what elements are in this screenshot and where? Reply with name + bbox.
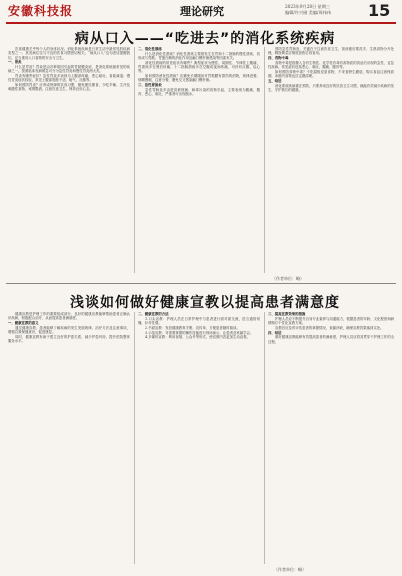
masthead: [0, 0, 402, 22]
subheading: 二、消化性溃疡: [138, 47, 162, 51]
paragraph: 食物中毒是指摄入含有生物性、化学性有毒有害物质的食品后出现的急性、亚急性疾病。常见症状包括恶心、呕吐、腹痛、腹泻等。: [268, 60, 394, 69]
paragraph: 2.书面宣教：发放健康教育手册、宣传单，方便患者随时阅读。: [145, 325, 240, 330]
article2-title: 浅谈如何做好健康宣教以提高患者满意度: [70, 295, 340, 311]
paragraph: 通过健康宣教，患者能够了解疾病的发生发展规律、治疗方法及注意事项，增强自我保健意识，促进康复。: [8, 325, 130, 334]
paragraph: 消化系统疾病重在预防，只要养成良好的饮食卫生习惯，就能有效减少疾病的发生，守护我们的健康。: [268, 83, 394, 92]
paragraph: 如何预防食物中毒？不吃腐败变质食物，不采食野生蘑菇，购买食品注意保质期，冰箱内食物也应定期清理。: [268, 69, 394, 78]
page-number: 15: [368, 1, 391, 20]
subheading: 三、急性胃肠炎: [138, 83, 162, 87]
paragraph: 同时，健康宣教有助于建立良好的护患关系，减少护患纠纷，提升医院整体服务水平。: [8, 334, 130, 343]
header-rule: [6, 22, 396, 24]
issue-date: [285, 4, 367, 15]
article2-column-3: [268, 312, 394, 564]
paragraph: 如何预防胃炎？应养成规律的饮食习惯，避免暴饮暴食，少吃辛辣、生冷及刺激性食物，戒烟限酒，注意饮食卫生，保持良好心态。: [8, 83, 130, 92]
subheading: 四、结语: [268, 330, 282, 335]
paragraph: 护理人员应不断提升自身专业素养与沟通能力，根据患者的年龄、文化程度和病情制订个性化宣教方案。: [268, 316, 394, 325]
paragraph: 消化性溃疡的常见症状有哪些？典型症状为慢性、周期性、节律性上腹痛，胃溃疡多在餐后疼痛，十二指肠溃疡多在空腹或夜间疼痛，可伴有反酸、烧心等。: [138, 60, 260, 74]
section-title: 理论研究: [180, 5, 224, 18]
paragraph: 什么是消化性溃疡？消化性溃疡主要指发生在胃和十二指肠的慢性溃疡，其形成与胃酸、胃蛋白酶的消化作用及幽门螺杆菌感染等因素有关。: [138, 51, 260, 60]
article2-column-2: [138, 312, 260, 564]
article1-author: （作者单位：略）: [272, 276, 304, 281]
article1-column-2: [138, 47, 260, 273]
article1-column-3: [268, 47, 394, 273]
newspaper-brand: 安徽科技报: [8, 4, 74, 18]
column-divider: [264, 47, 265, 273]
paragraph: 饮食健康关乎每个人的身体状况。消化系统疾病是日常生活中最常见的疾病类型之一，其发病往往与不良的饮食习惯密切相关。“病从口入”这句老话提醒我们，应当重视入口食物的安全与卫生。: [8, 47, 130, 60]
paragraph: 1.口头宣教：护理人员在日常护理中与患者进行面对面交流，语言通俗易懂，针对性强。: [138, 316, 260, 325]
article-divider: [6, 283, 396, 284]
column-divider: [134, 312, 135, 564]
article1-column-1: [8, 47, 130, 273]
subheading: 一、胃炎: [8, 60, 22, 65]
paragraph: 3.示范宣教：对需要掌握的操作技能进行现场演示，让患者及家属学会。: [145, 330, 254, 335]
article2-column-1: [8, 312, 130, 564]
subheading: 五、结语: [268, 78, 282, 83]
paragraph: 做好健康宣教能够有效提高患者的满意度，护理人员应将其贯穿于护理工作的全过程。: [268, 335, 394, 344]
subheading: 四、食物中毒: [268, 56, 289, 60]
date-line: 2023年9月28日 星期三: [285, 4, 331, 9]
subheading: 一、健康宣教的意义: [8, 321, 39, 325]
paragraph: 宣教后应及时评估患者的掌握情况，查漏补缺，确保宣教效果落到实处。: [275, 325, 384, 330]
column-divider: [134, 47, 135, 273]
paragraph: 如何预防消化性溃疡？应避免长期服用对胃黏膜有损伤的药物，规律进餐，细嚼慢咽，注意分餐，避免交叉感染幽门螺杆菌。: [138, 74, 260, 83]
subheading: 三、提高宣教效果的措施: [268, 312, 306, 316]
paragraph: 什么是胃炎？胃炎是由各种原因引起的胃黏膜炎症，是消化系统最常见的疾病之一。按照临床发病缓急可分为急性胃炎和慢性胃炎两大类。: [8, 65, 130, 74]
paragraph: 4.多媒体宣教：利用视频、公众号等形式，使宣教内容更加生动直观。: [145, 335, 250, 340]
column-divider: [264, 312, 265, 564]
paragraph: 胃炎有哪些症状？急性胃炎多表现为上腹部疼痛、恶心呕吐、食欲减退；慢性胃炎症状较轻，常见上腹部饱胀不适、嗳气、反酸等。: [8, 74, 130, 83]
paragraph: 预防急性胃肠炎，关键在于注意饮食卫生，饭前便后要洗手，生熟食物分开处理，剩饭剩菜应彻底加热后再食用。: [268, 47, 394, 56]
subheading: 二、健康宣教的方法: [138, 312, 169, 316]
paragraph: 急性胃肠炎多由进食被细菌、病毒污染的食物引起，主要表现为腹痛、腹泻、恶心、呕吐，严重者可出现脱水。: [138, 87, 260, 96]
article2-author: （作者单位：略）: [274, 567, 306, 572]
editor-line: 编辑/许兴刚 美编/周伟伟: [285, 9, 332, 15]
paragraph: 健康宣教是护理工作的重要组成部分，良好的健康宣教能够帮助患者正确认识疾病，积极配合治疗，从而提高患者满意度。: [8, 312, 130, 321]
article1-title: 病从口入——“吃进去”的消化系统疾病: [74, 31, 336, 47]
